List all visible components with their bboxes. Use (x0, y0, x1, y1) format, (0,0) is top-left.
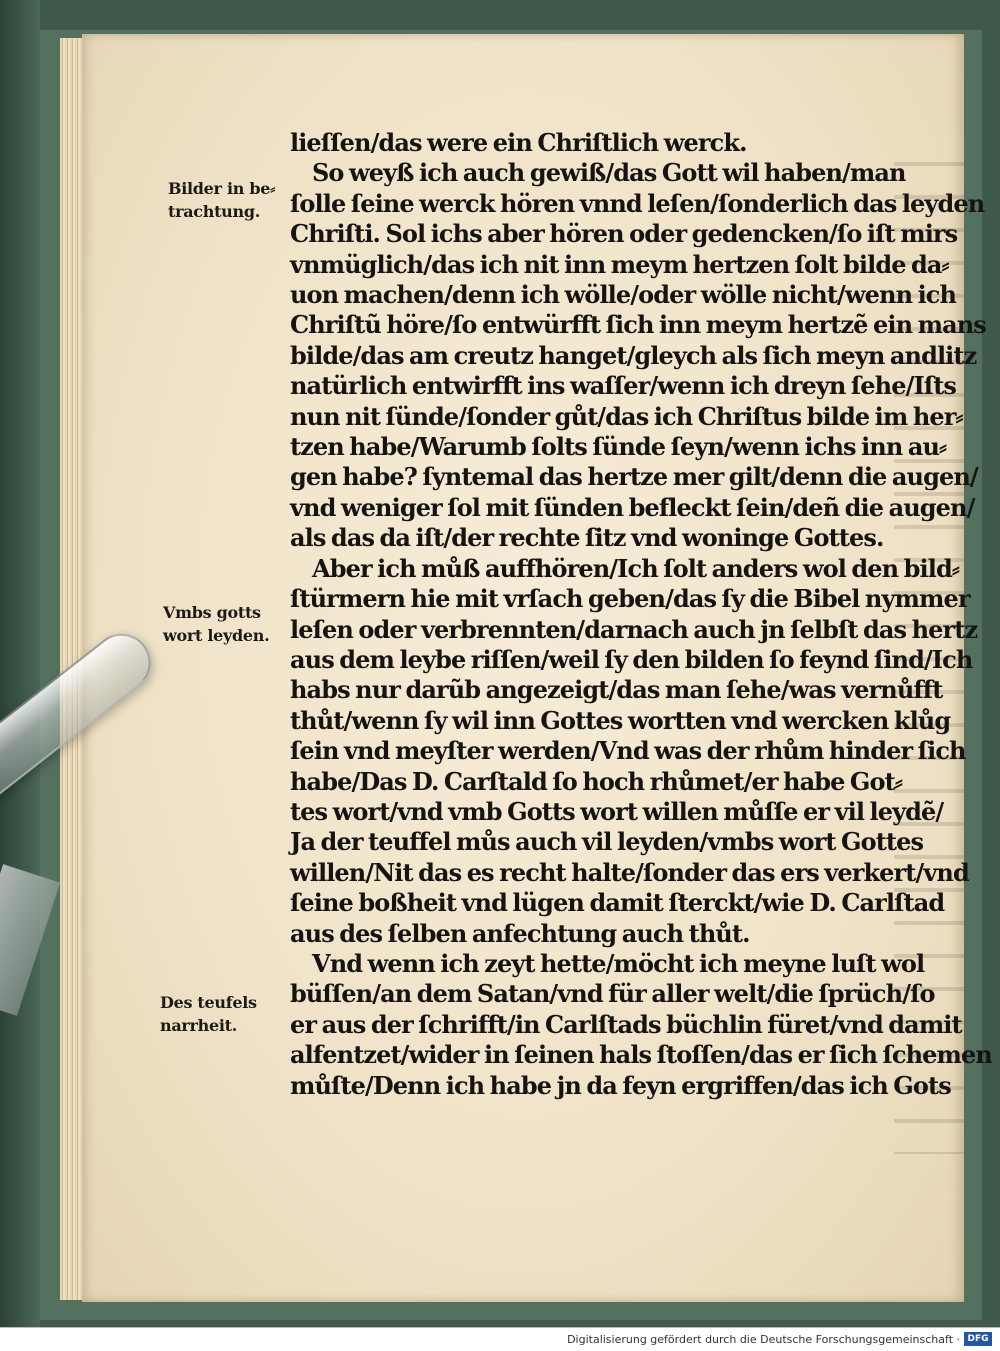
text-line: vnd weniger ſol mit ſünden befleckt ſein/deñ die augen/ (290, 492, 975, 522)
text-line: lieſſen/das were ein Chriſtlich werck. (290, 128, 747, 157)
text-line: büſſen/an dem Satan/vnd für aller welt/die ſprüch/ſo (290, 979, 935, 1009)
dfg-logo-icon: DFG (964, 1332, 992, 1346)
text-line: willen/Nit das es recht halte/ſonder das ers verkert/vnd (290, 857, 969, 887)
funding-credit: Digitalisierung gefördert durch die Deutsche Forschungsgemeinschaft · (567, 1333, 960, 1346)
text-line: natürlich entwirfft ins waſſer/wenn ich dreyn ſehe/Iſts (290, 371, 957, 401)
margin-note-bilder: Bilder in be⸗ trachtung. (168, 179, 276, 221)
text-line: Chriſti. Sol ichs aber hören oder gedencken/ſo iſt mirs (290, 219, 958, 249)
text-line: gen habe? ſyntemal das hertze mer gilt/denn die augen/ (290, 462, 978, 492)
text-line: habs nur darũb angezeigt/das man ſehe/was vernůfft (290, 675, 943, 705)
text-line: alfentzet/wider in ſeinen hals ſtoſſen/das er ſich ſchemen (290, 1040, 992, 1070)
margin-note-teufels: Des teufels narrheit. (160, 993, 257, 1035)
text-line: Vnd wenn ich zeyt hette/möcht ich meyne luſt wol (312, 948, 925, 978)
text-line: nun nit ſünde/ſonder gůt/das ich Chriſtus bilde im her⸗ (290, 401, 963, 431)
text-line: Aber ich můß auffhören/Ich ſolt anders wol den bild⸗ (312, 553, 959, 583)
text-line: tzen habe/Warumb ſolts ſünde ſeyn/wenn ichs inn au⸗ (290, 432, 947, 462)
margin-note-gotts-wort: Vmbs gotts wort leyden. (163, 603, 270, 645)
text-line: Chriſtũ höre/ſo entwürfft ſich inn meym hertzẽ ein mans (290, 310, 986, 340)
text-line: ſolle ſeine werck hören vnnd leſen/ſonderlich das leyden (290, 188, 985, 218)
text-line: leſen oder verbrennten/darnach auch jn ſelbſt das hertz (290, 614, 978, 644)
text-line: můſte/Denn ich habe jn da feyn ergriffen/das ich Gots (290, 1070, 951, 1100)
footer-bar (0, 1327, 1000, 1351)
text-line: ſtürmern hie mit vrſach geben/das ſy die Bibel nymmer (290, 584, 970, 614)
text-line: habe/Das D. Carſtald ſo hoch rhůmet/er habe Got⸗ (290, 766, 902, 796)
text-line: uon machen/denn ich wölle/oder wölle nicht/wenn ich (290, 280, 957, 310)
text-line: thůt/wenn ſy wil inn Gottes wortten vnd wercken klůg (290, 705, 951, 735)
text-line: aus des ſelben anfechtung auch thůt. (290, 918, 750, 948)
text-line: er aus der ſchrifft/in Carlſtads büchlin füret/vnd damit (290, 1009, 962, 1039)
text-line: ſein vnd meyſter werden/Vnd was der rhům hinder ſich (290, 736, 966, 766)
text-line: bilde/das am creutz hanget/gleych als ſich meyn andlitz (290, 340, 977, 370)
text-line: ſeine boßheit vnd lügen damit ſterckt/wie D. Carlſtad (290, 888, 945, 918)
text-line: So weyß ich auch gewiß/das Gott wil haben/man (312, 158, 906, 188)
text-line: vnmüglich/das ich nit inn meym hertzen ſolt bilde da⸗ (290, 249, 949, 279)
text-line: tes wort/vnd vmb Gotts wort willen můſſe er vil leydẽ/ (290, 796, 944, 826)
text-line: Ja der teuffel můs auch vil leyden/vmbs wort Gottes (290, 827, 924, 857)
text-line: aus dem leybe riſſen/weil ſy den bilden ſo feynd ſind/Ich (290, 644, 973, 674)
text-line: als das da iſt/der rechte ſitz vnd woninge Gottes. (290, 523, 884, 553)
page-body-text (290, 128, 992, 1101)
